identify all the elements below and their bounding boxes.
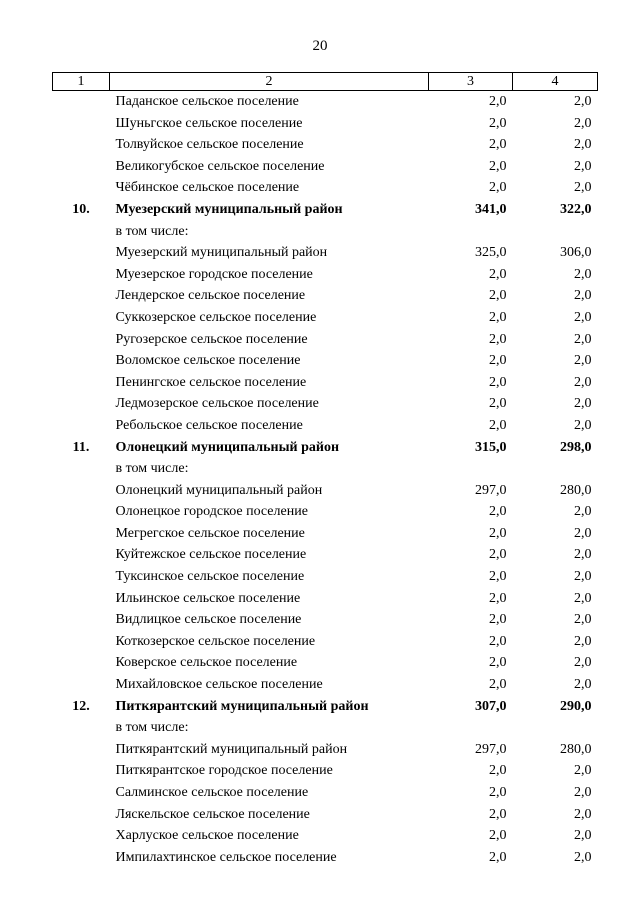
row-name: Олонецкое городское поселение bbox=[115, 504, 308, 520]
table-row bbox=[53, 350, 598, 372]
row-value-col3: 2,0 bbox=[489, 763, 507, 779]
row-name: Питкярантский муниципальный район bbox=[115, 698, 369, 714]
row-value-col3: 2,0 bbox=[489, 396, 507, 412]
row-value-col3: 2,0 bbox=[489, 137, 507, 153]
row-number bbox=[53, 804, 110, 826]
row-value-col3: 2,0 bbox=[489, 677, 507, 693]
row-number bbox=[53, 264, 110, 286]
row-value-col3: 2,0 bbox=[489, 374, 507, 390]
table-row bbox=[53, 631, 598, 653]
row-name: Куйтежское сельское поселение bbox=[115, 547, 307, 563]
row-value-col3: 341,0 bbox=[475, 201, 507, 217]
table-row bbox=[53, 782, 598, 804]
row-value-col4: 2,0 bbox=[574, 677, 592, 693]
row-value-col4: 2,0 bbox=[574, 806, 592, 822]
header-cell-1: 1 bbox=[53, 73, 110, 91]
row-number bbox=[53, 307, 110, 329]
table-row bbox=[53, 652, 598, 674]
row-value-col4: 2,0 bbox=[574, 374, 592, 390]
row-value-col3: 2,0 bbox=[489, 612, 507, 628]
allocation-table bbox=[52, 72, 598, 868]
row-number bbox=[53, 588, 110, 610]
row-value-col3: 2,0 bbox=[489, 590, 507, 606]
row-number bbox=[53, 847, 110, 869]
row-name: Воломское сельское поселение bbox=[115, 353, 301, 369]
row-name: Видлицкое сельское поселение bbox=[115, 612, 302, 628]
table-row bbox=[53, 393, 598, 415]
row-value-col3: 2,0 bbox=[489, 828, 507, 844]
row-value-col4: 2,0 bbox=[574, 137, 592, 153]
row-value-col4: 2,0 bbox=[574, 763, 592, 779]
row-value-col3: 2,0 bbox=[489, 633, 507, 649]
row-number bbox=[53, 372, 110, 394]
row-value-col4: 2,0 bbox=[574, 353, 592, 369]
row-value-col4: 2,0 bbox=[574, 288, 592, 304]
row-number bbox=[53, 156, 110, 178]
table-row bbox=[53, 609, 598, 631]
row-number bbox=[53, 674, 110, 696]
table-row bbox=[53, 91, 598, 113]
row-number bbox=[53, 825, 110, 847]
row-name: Шуньгское сельское поселение bbox=[115, 115, 303, 131]
row-value-col4: 2,0 bbox=[574, 590, 592, 606]
table-row bbox=[53, 458, 598, 480]
row-name: Муезерское городское поселение bbox=[115, 266, 313, 282]
row-value-col4: 2,0 bbox=[574, 785, 592, 800]
row-name: Толвуйское сельское поселение bbox=[115, 137, 304, 153]
row-value-col3: 2,0 bbox=[489, 504, 507, 520]
row-number bbox=[53, 717, 110, 739]
table-row bbox=[53, 199, 598, 221]
table-row bbox=[53, 242, 598, 264]
row-number bbox=[53, 609, 110, 631]
table-row bbox=[53, 588, 598, 610]
row-value-col3: 2,0 bbox=[489, 849, 507, 865]
table-row bbox=[53, 307, 598, 329]
row-value-col3: 2,0 bbox=[489, 353, 507, 369]
row-number bbox=[53, 480, 110, 502]
row-value-col4: 306,0 bbox=[560, 245, 592, 261]
table-row bbox=[53, 566, 598, 588]
table-row bbox=[53, 544, 598, 566]
table-row bbox=[53, 221, 598, 243]
row-value-col3: 297,0 bbox=[475, 482, 507, 498]
table-row bbox=[53, 717, 598, 739]
row-value-col3: 297,0 bbox=[475, 741, 507, 757]
table-row bbox=[53, 696, 598, 718]
row-value-col3: 325,0 bbox=[475, 245, 507, 261]
row-number bbox=[53, 523, 110, 545]
row-number bbox=[53, 631, 110, 653]
header-cell-3: 3 bbox=[429, 73, 513, 91]
row-value-col4: 2,0 bbox=[574, 547, 592, 563]
row-number bbox=[53, 221, 110, 243]
row-name: Паданское сельское поселение bbox=[115, 94, 299, 109]
row-value-col4: 2,0 bbox=[574, 180, 592, 196]
row-value-col3: 2,0 bbox=[489, 785, 507, 800]
row-number: 11. bbox=[72, 439, 90, 455]
row-value-col4: 2,0 bbox=[574, 655, 592, 671]
row-number bbox=[53, 242, 110, 264]
row-value-col3: 315,0 bbox=[475, 439, 507, 455]
row-name: Муезерский муниципальный район bbox=[115, 245, 328, 261]
row-value-col3: 2,0 bbox=[489, 94, 507, 109]
row-name: Михайловское сельское поселение bbox=[115, 677, 323, 693]
row-value-col4 bbox=[513, 458, 598, 480]
row-number bbox=[53, 329, 110, 351]
table-row bbox=[53, 177, 598, 199]
row-name: Пенингское сельское поселение bbox=[115, 374, 307, 390]
row-number bbox=[53, 134, 110, 156]
row-value-col4: 2,0 bbox=[574, 612, 592, 628]
row-number bbox=[53, 113, 110, 135]
row-name: Ильинское сельское поселение bbox=[115, 590, 301, 606]
row-name: Чёбинское сельское поселение bbox=[115, 180, 300, 196]
row-number bbox=[53, 782, 110, 804]
row-value-col4: 2,0 bbox=[574, 569, 592, 585]
row-name: в том числе: bbox=[115, 720, 189, 736]
header-cell-2: 2 bbox=[110, 73, 429, 91]
row-value-col4: 2,0 bbox=[574, 828, 592, 844]
row-name: Коверское сельское поселение bbox=[115, 655, 298, 671]
row-name: Харлуское сельское поселение bbox=[115, 828, 299, 844]
row-value-col3: 307,0 bbox=[475, 698, 507, 714]
table-row bbox=[53, 285, 598, 307]
row-value-col4: 298,0 bbox=[560, 439, 592, 455]
row-value-col4: 2,0 bbox=[574, 94, 592, 109]
row-value-col3: 2,0 bbox=[489, 288, 507, 304]
header-cell-4: 4 bbox=[513, 73, 598, 91]
row-name: Туксинское сельское поселение bbox=[115, 569, 305, 585]
table-row bbox=[53, 415, 598, 437]
row-value-col3: 2,0 bbox=[489, 180, 507, 196]
row-value-col3: 2,0 bbox=[489, 569, 507, 585]
row-value-col4 bbox=[513, 717, 598, 739]
row-number bbox=[53, 393, 110, 415]
table-row bbox=[53, 847, 598, 869]
row-name: Импилахтинское сельское поселение bbox=[115, 849, 337, 865]
row-name: Коткозерское сельское поселение bbox=[115, 633, 316, 649]
row-number bbox=[53, 285, 110, 307]
row-value-col4: 2,0 bbox=[574, 115, 592, 131]
row-name: Мегрегское сельское поселение bbox=[115, 525, 305, 541]
row-value-col4: 2,0 bbox=[574, 417, 592, 433]
row-name: Муезерский муниципальный район bbox=[115, 201, 343, 217]
table-row bbox=[53, 372, 598, 394]
table-row bbox=[53, 804, 598, 826]
table-row bbox=[53, 329, 598, 351]
row-value-col4: 2,0 bbox=[574, 309, 592, 325]
row-number bbox=[53, 415, 110, 437]
table-row bbox=[53, 501, 598, 523]
row-name: в том числе: bbox=[115, 223, 189, 239]
table-row bbox=[53, 739, 598, 761]
row-name: Великогубское сельское поселение bbox=[115, 158, 325, 174]
row-name: Ледмозерское сельское поселение bbox=[115, 396, 319, 412]
row-number bbox=[53, 91, 110, 113]
row-number: 12. bbox=[72, 698, 90, 714]
row-number bbox=[53, 501, 110, 523]
row-value-col3: 2,0 bbox=[489, 158, 507, 174]
row-value-col4 bbox=[513, 221, 598, 243]
table-row bbox=[53, 113, 598, 135]
row-number bbox=[53, 544, 110, 566]
table-body bbox=[53, 91, 598, 869]
row-name: Ляскельское сельское поселение bbox=[115, 806, 310, 822]
page-number: 20 bbox=[312, 38, 328, 54]
table-row bbox=[53, 437, 598, 459]
row-value-col3: 2,0 bbox=[489, 547, 507, 563]
row-value-col4: 2,0 bbox=[574, 504, 592, 520]
row-name: в том числе: bbox=[115, 461, 189, 477]
row-value-col3 bbox=[429, 458, 513, 480]
row-name: Суккозерское сельское поселение bbox=[115, 309, 317, 325]
row-value-col4: 2,0 bbox=[574, 525, 592, 541]
row-value-col4: 2,0 bbox=[574, 396, 592, 412]
row-value-col3: 2,0 bbox=[489, 417, 507, 433]
row-name: Питкярантский муниципальный район bbox=[115, 741, 348, 757]
row-value-col3: 2,0 bbox=[489, 309, 507, 325]
table-row bbox=[53, 264, 598, 286]
table-row bbox=[53, 825, 598, 847]
row-value-col4: 2,0 bbox=[574, 849, 592, 865]
row-number bbox=[53, 458, 110, 480]
table-row bbox=[53, 156, 598, 178]
row-number bbox=[53, 652, 110, 674]
row-value-col3: 2,0 bbox=[489, 655, 507, 671]
row-number bbox=[53, 350, 110, 372]
row-name: Питкярантское городское поселение bbox=[115, 763, 333, 779]
row-value-col4: 280,0 bbox=[560, 741, 592, 757]
row-number bbox=[53, 566, 110, 588]
row-value-col3: 2,0 bbox=[489, 266, 507, 282]
table-row bbox=[53, 134, 598, 156]
row-value-col4: 2,0 bbox=[574, 633, 592, 649]
row-value-col4: 2,0 bbox=[574, 331, 592, 347]
table-row bbox=[53, 523, 598, 545]
row-value-col4: 2,0 bbox=[574, 266, 592, 282]
row-value-col3 bbox=[429, 717, 513, 739]
row-name: Олонецкий муниципальный район bbox=[115, 482, 323, 498]
row-value-col4: 2,0 bbox=[574, 158, 592, 174]
row-value-col3: 2,0 bbox=[489, 525, 507, 541]
row-number bbox=[53, 760, 110, 782]
row-value-col3: 2,0 bbox=[489, 331, 507, 347]
row-name: Ругозерское сельское поселение bbox=[115, 331, 308, 347]
table-row bbox=[53, 480, 598, 502]
row-value-col4: 280,0 bbox=[560, 482, 592, 498]
row-name: Ребольское сельское поселение bbox=[115, 417, 303, 433]
row-name: Олонецкий муниципальный район bbox=[115, 439, 340, 455]
row-value-col3: 2,0 bbox=[489, 806, 507, 822]
row-value-col3: 2,0 bbox=[489, 115, 507, 131]
table-header bbox=[53, 73, 598, 91]
row-number bbox=[53, 739, 110, 761]
row-value-col4: 290,0 bbox=[560, 698, 592, 714]
row-number: 10. bbox=[72, 201, 90, 217]
row-name: Салминское сельское поселение bbox=[115, 785, 309, 800]
row-value-col3 bbox=[429, 221, 513, 243]
row-name: Лендерское сельское поселение bbox=[115, 288, 306, 304]
header-row bbox=[53, 73, 598, 91]
table-row bbox=[53, 674, 598, 696]
row-value-col4: 322,0 bbox=[560, 201, 592, 217]
row-number bbox=[53, 177, 110, 199]
table-row bbox=[53, 760, 598, 782]
